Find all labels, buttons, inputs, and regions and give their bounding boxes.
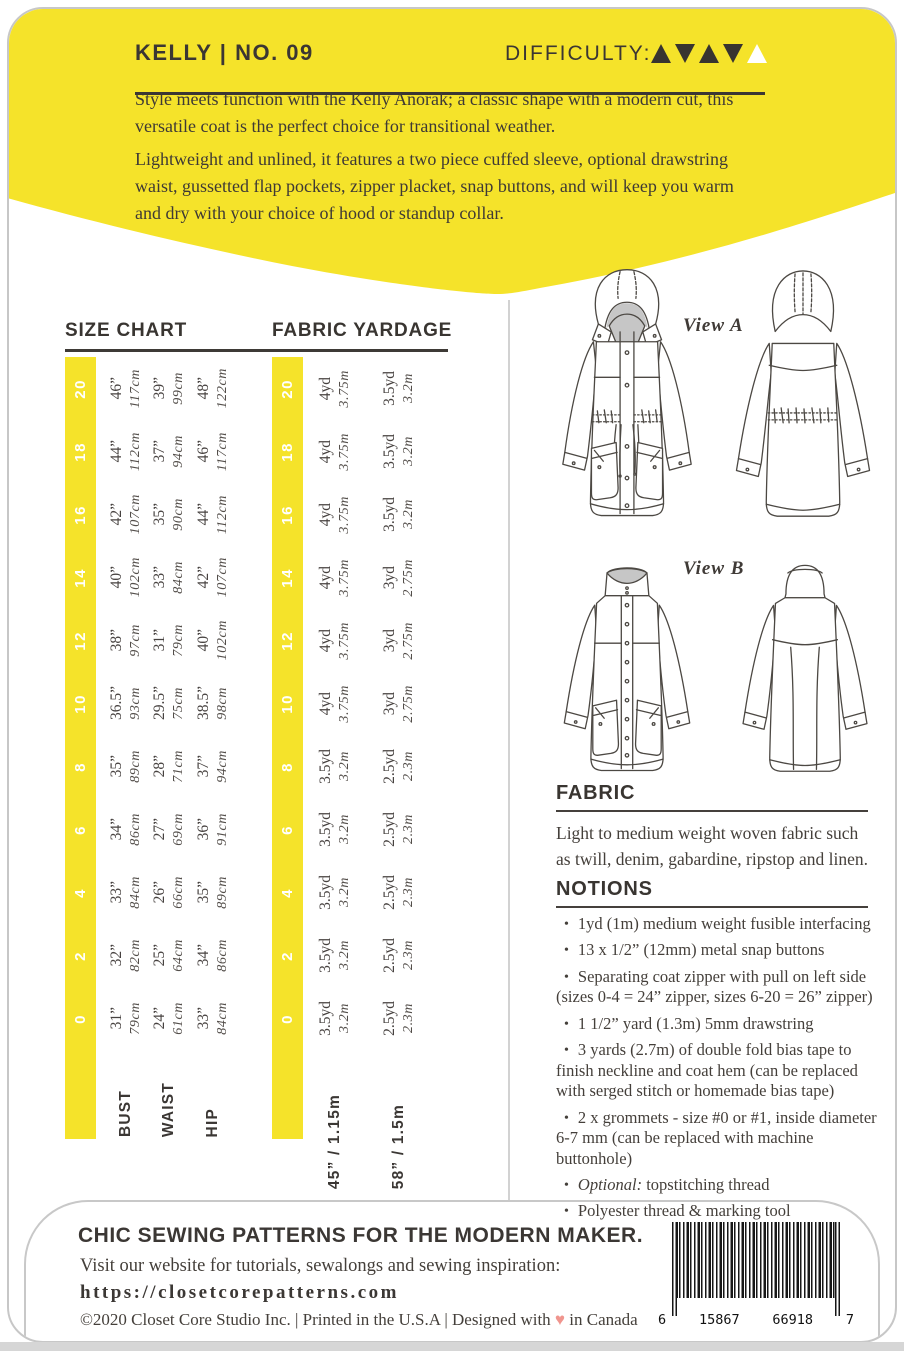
size-value: 2 [279,950,296,961]
yardage-cell [376,420,422,483]
size-value: 0 [72,1013,89,1024]
meters-value: 2.3m [401,877,416,908]
size-cell [272,798,303,861]
waist-cell [149,924,189,987]
measurement-label-bust [103,1053,149,1137]
bust-cm: 112cm [128,431,143,472]
size-value: 12 [72,630,89,651]
bust-label: BUST [117,1090,134,1137]
hip-inches: 44” [195,503,212,526]
waist-cm: 75cm [171,687,186,720]
size-cell [65,546,96,609]
size-value: 8 [279,761,296,772]
bust-cell [103,861,149,924]
waist-inches: 24” [151,1007,168,1030]
yardage-cell [376,861,422,924]
barcode-bars [672,1222,840,1298]
bust-cm: 93cm [128,687,143,720]
yardage-cell [310,987,360,1050]
page-bottom-edge [0,1342,904,1351]
notion-text: Separating coat zipper with pull on left side (sizes 0-4 = 24” zipper, sizes 6-20 = 26” zipper) [556,966,873,1007]
meters-value: 2.3m [401,814,416,845]
hip-cell [189,420,237,483]
waist-column [149,357,189,1050]
notion-item [556,914,878,934]
size-value: 12 [279,630,296,651]
yardage-cell [310,798,360,861]
yards-value: 2.5yd [381,1001,398,1036]
envelope-card [7,7,897,1343]
size-value: 4 [279,887,296,898]
yards-value: 3.5yd [317,749,334,784]
waist-inches: 33” [151,566,168,589]
barcode-digit-group: 15867 [698,1312,740,1328]
waist-cell [149,483,189,546]
yards-value: 4yd [317,565,334,590]
size-cell [272,924,303,987]
waist-inches: 31” [151,629,168,652]
meters-value: 2.75m [401,621,416,660]
meters-value: 3.75m [337,684,352,723]
hip-inches: 38.5” [195,686,212,721]
notions-rule [556,906,868,908]
fabric-rule [556,810,868,812]
yardage-width-label-45 [310,1053,360,1189]
bust-cell [103,798,149,861]
size-value: 8 [72,761,89,772]
intro-paragraph-1: Style meets function with the Kelly Anorak; a classic shape with a modern cut, this versatile coat is the perfect choice for transitional weather. [135,89,734,136]
hip-cell [189,987,237,1050]
size-value: 18 [279,441,296,462]
column-divider [508,300,510,1200]
yardage-58-column [376,357,422,1050]
waist-cm: 79cm [171,624,186,657]
barcode [658,1222,854,1328]
bust-cell [103,609,149,672]
hip-cell [189,924,237,987]
size-cell [65,420,96,483]
size-cell [65,987,96,1050]
yards-value: 3.5yd [381,371,398,406]
bust-cm: 89cm [128,750,143,783]
size-cell [65,735,96,798]
hip-cm: 84cm [215,1002,230,1035]
waist-inches: 29.5” [151,686,168,721]
copyright-pre: ©2020 Closet Core Studio Inc. | Printed in the U.S.A | Designed with [80,1310,555,1329]
hip-cm: 112cm [215,494,230,535]
bust-cm: 84cm [128,876,143,909]
waist-inches: 39” [151,377,168,400]
triangle-up-icon [699,44,719,63]
meters-value: 3.2m [337,814,352,845]
size-cell [65,924,96,987]
yards-value: 2.5yd [381,938,398,973]
size-cell [272,735,303,798]
hip-cm: 98cm [215,687,230,720]
waist-inches: 27” [151,818,168,841]
meters-value: 3.2m [401,499,416,530]
yardage-cell [310,357,360,420]
bust-cm: 79cm [128,1002,143,1035]
yards-value: 3yd [381,628,398,653]
notion-item [556,967,878,1008]
width-45-label: 45” / 1.15m [326,1093,343,1189]
heart-icon: ♥ [554,1310,566,1329]
yardage-cell [310,420,360,483]
bust-inches: 36.5” [108,686,125,721]
hip-cm: 89cm [215,876,230,909]
copyright-post: in Canada [565,1310,638,1329]
bust-cell [103,420,149,483]
waist-cm: 61cm [171,1002,186,1035]
size-value: 4 [72,887,89,898]
yardage-cell [310,924,360,987]
size-cell [65,483,96,546]
notion-item [556,940,878,960]
size-value: 2 [72,950,89,961]
fabric-yardage-heading: FABRIC YARDAGE [272,320,453,341]
hip-inches: 40” [195,629,212,652]
hip-cell [189,546,237,609]
yards-value: 4yd [317,502,334,527]
notion-item [556,1175,878,1195]
yards-value: 2.5yd [381,749,398,784]
yards-value: 4yd [317,376,334,401]
copyright-text [80,1310,638,1330]
barcode-guard-left [672,1222,677,1316]
difficulty-label: DIFFICULTY: [505,42,652,65]
size-value: 14 [279,567,296,588]
hip-cm: 94cm [215,750,230,783]
waist-cell [149,546,189,609]
yardage-cell [376,672,422,735]
hip-cm: 91cm [215,813,230,846]
hip-cell [189,798,237,861]
hip-inches: 46” [195,440,212,463]
size-cell [65,672,96,735]
waist-cell [149,672,189,735]
bust-cm: 117cm [128,368,143,409]
barcode-digit-group: 6 [658,1312,667,1328]
yardage-cell [310,546,360,609]
hip-cm: 86cm [215,939,230,972]
waist-label: WAIST [160,1081,177,1137]
notion-item [556,1108,878,1169]
barcode-digit-group: 66918 [772,1312,814,1328]
yards-value: 4yd [317,691,334,716]
size-value: 10 [72,693,89,714]
meters-value: 3.75m [337,369,352,408]
hip-cm: 117cm [215,431,230,472]
meters-value: 3.2m [337,1003,352,1034]
waist-cm: 99cm [171,372,186,405]
meters-value: 2.3m [401,751,416,782]
view-b-front-drawing [548,552,706,780]
hip-inches: 42” [195,566,212,589]
size-cell [65,798,96,861]
bust-inches: 46” [108,377,125,400]
notions-heading: NOTIONS [556,878,653,900]
waist-cell [149,357,189,420]
barcode-digit-group: 7 [845,1312,854,1328]
yards-value: 3.5yd [317,812,334,847]
bust-cell [103,735,149,798]
yardage-cell [376,924,422,987]
size-value: 6 [72,824,89,835]
fabric-heading: FABRIC [556,782,636,804]
waist-cell [149,798,189,861]
hip-cm: 107cm [215,557,230,598]
yardage-cell [376,483,422,546]
yards-value: 3.5yd [317,938,334,973]
waist-inches: 26” [151,881,168,904]
waist-cm: 64cm [171,939,186,972]
hip-inches: 33” [195,1007,212,1030]
yards-value: 2.5yd [381,812,398,847]
hip-cell [189,357,237,420]
meters-value: 3.2m [401,373,416,404]
fabric-description: Light to medium weight woven fabric such as twill, denim, gabardine, ripstop and linen. [556,823,869,870]
bust-cm: 86cm [128,813,143,846]
bust-cell [103,357,149,420]
view-a-back-drawing [728,262,878,540]
notion-text: Polyester thread & marking tool [577,1201,791,1221]
bust-column [103,357,149,1050]
waist-cm: 90cm [171,498,186,531]
size-chart-heading: SIZE CHART [65,320,187,341]
waist-cell [149,987,189,1050]
barcode-digits [658,1312,854,1328]
size-cell [65,357,96,420]
notion-text: 1yd (1m) medium weight fusible interfacing [577,914,871,933]
yardage-cell [376,798,422,861]
size-cell [272,357,303,420]
yards-value: 3.5yd [381,497,398,532]
meters-value: 2.75m [401,558,416,597]
bust-cell [103,546,149,609]
size-value: 20 [72,378,89,399]
pattern-title: KELLY | NO. 09 [135,40,314,65]
meters-value: 3.2m [337,751,352,782]
bust-cell [103,483,149,546]
intro-paragraph-2: Lightweight and unlined, it features a two piece cuffed sleeve, optional drawstring waist, gussetted flap pockets, zipper placket, snap buttons, and will keep you warm and dry with your choice of hood or standup collar. [135,149,734,223]
website-link[interactable]: https://closetcorepatterns.com [80,1282,399,1303]
yards-value: 3.5yd [381,434,398,469]
meters-value: 3.75m [337,432,352,471]
barcode-guard-right [835,1222,840,1316]
bust-cm: 82cm [128,939,143,972]
notion-text: 1 1/2” yard (1.3m) 5mm drawstring [577,1013,814,1033]
yardage-cell [310,609,360,672]
yardage-cell [376,357,422,420]
notion-text: 3 yards (2.7m) of double fold bias tape to finish neckline and coat hem (can be replaced with serged stitch or homemade bias tape) [556,1040,858,1101]
size-value: 10 [279,693,296,714]
footer-visit-text: Visit our website for tutorials, sewalongs and sewing inspiration: [80,1256,561,1276]
waist-cell [149,609,189,672]
size-column [65,357,96,1050]
hip-inches: 36” [195,818,212,841]
meters-value: 2.75m [401,684,416,723]
size-cell [272,420,303,483]
measurement-label-hip [189,1053,237,1137]
notion-text: 13 x 1/2” (12mm) metal snap buttons [577,940,825,960]
meters-value: 3.2m [337,940,352,971]
hip-inches: 48” [195,377,212,400]
bust-cm: 97cm [128,624,143,657]
size-cell [272,546,303,609]
yards-value: 4yd [317,439,334,464]
bust-inches: 33” [108,881,125,904]
meters-value: 3.2m [401,436,416,467]
waist-inches: 35” [151,503,168,526]
bust-inches: 38” [108,629,125,652]
footer-tagline: CHIC SEWING PATTERNS FOR THE MODERN MAKER. [78,1224,644,1247]
size-cell [272,987,303,1050]
waist-inches: 25” [151,944,168,967]
hip-inches: 35” [195,881,212,904]
waist-cm: 66cm [171,876,186,909]
yards-value: 2.5yd [381,875,398,910]
size-value: 14 [72,567,89,588]
hip-inches: 34” [195,944,212,967]
waist-cm: 94cm [171,435,186,468]
triangle-down-icon [675,44,695,63]
yardage-cell [310,483,360,546]
notion-text: topstitching thread [642,1174,770,1194]
view-b-label: View B [683,558,745,579]
view-a-label: View A [683,315,744,336]
yardage-cell [376,735,422,798]
hip-inches: 37” [195,755,212,778]
bust-inches: 44” [108,440,125,463]
hip-cm: 122cm [215,368,230,409]
size-value: 0 [279,1013,296,1024]
yardage-cell [310,735,360,798]
difficulty-icons [651,44,767,63]
meters-value: 2.3m [401,940,416,971]
hip-cell [189,609,237,672]
view-b-back-drawing [732,552,878,776]
size-cell [65,861,96,924]
size-cell [272,483,303,546]
waist-inches: 28” [151,755,168,778]
waist-inches: 37” [151,440,168,463]
notion-item [556,1014,878,1034]
bust-cell [103,987,149,1050]
bust-inches: 31” [108,1007,125,1030]
meters-value: 3.75m [337,621,352,660]
waist-cell [149,420,189,483]
hip-cell [189,735,237,798]
meters-value: 2.3m [401,1003,416,1034]
triangle-down-icon [723,44,743,63]
waist-cm: 69cm [171,813,186,846]
view-a-front-drawing [548,258,706,546]
yardage-width-label-58 [376,1053,422,1189]
meters-value: 3.75m [337,558,352,597]
hip-cm: 102cm [215,620,230,661]
size-cell [272,672,303,735]
measurement-label-waist [149,1053,189,1137]
yards-value: 3.5yd [317,875,334,910]
meters-value: 3.75m [337,495,352,534]
yards-value: 3.5yd [317,1001,334,1036]
notion-optional-prefix: Optional: [577,1174,643,1194]
size-value: 16 [72,504,89,525]
hip-cell [189,483,237,546]
yardage-size-column [272,357,303,1050]
yardage-cell [310,672,360,735]
notions-list [556,914,878,1228]
bust-inches: 34” [108,818,125,841]
bust-inches: 40” [108,566,125,589]
yards-value: 4yd [317,628,334,653]
size-value: 6 [279,824,296,835]
bust-cm: 107cm [128,494,143,535]
meters-value: 3.2m [337,877,352,908]
bust-cell [103,924,149,987]
yardage-cell [376,546,422,609]
yards-value: 3yd [381,565,398,590]
size-value: 20 [279,378,296,399]
waist-cell [149,861,189,924]
size-value: 18 [72,441,89,462]
yardage-45-column [310,357,360,1050]
waist-cm: 84cm [171,561,186,594]
yards-value: 3yd [381,691,398,716]
width-58-label: 58” / 1.5m [390,1103,407,1189]
triangle-up-icon [651,44,671,63]
hip-label: HIP [204,1107,221,1137]
bust-cell [103,672,149,735]
size-value: 16 [279,504,296,525]
size-cell [272,861,303,924]
hip-column [189,357,237,1050]
hip-cell [189,861,237,924]
yardage-cell [376,987,422,1050]
yardage-cell [376,609,422,672]
hip-cell [189,672,237,735]
bust-inches: 35” [108,755,125,778]
bust-cm: 102cm [128,557,143,598]
triangle-up-outline-icon [747,44,767,63]
waist-cell [149,735,189,798]
size-cell [272,609,303,672]
notion-text: 2 x grommets - size #0 or #1, inside diameter 6-7 mm (can be replaced with machine buttonhole) [556,1107,877,1168]
bust-inches: 42” [108,503,125,526]
bust-inches: 32” [108,944,125,967]
chart-rule [65,349,448,352]
waist-cm: 71cm [171,750,186,783]
yardage-cell [310,861,360,924]
notion-item [556,1040,878,1101]
size-cell [65,609,96,672]
